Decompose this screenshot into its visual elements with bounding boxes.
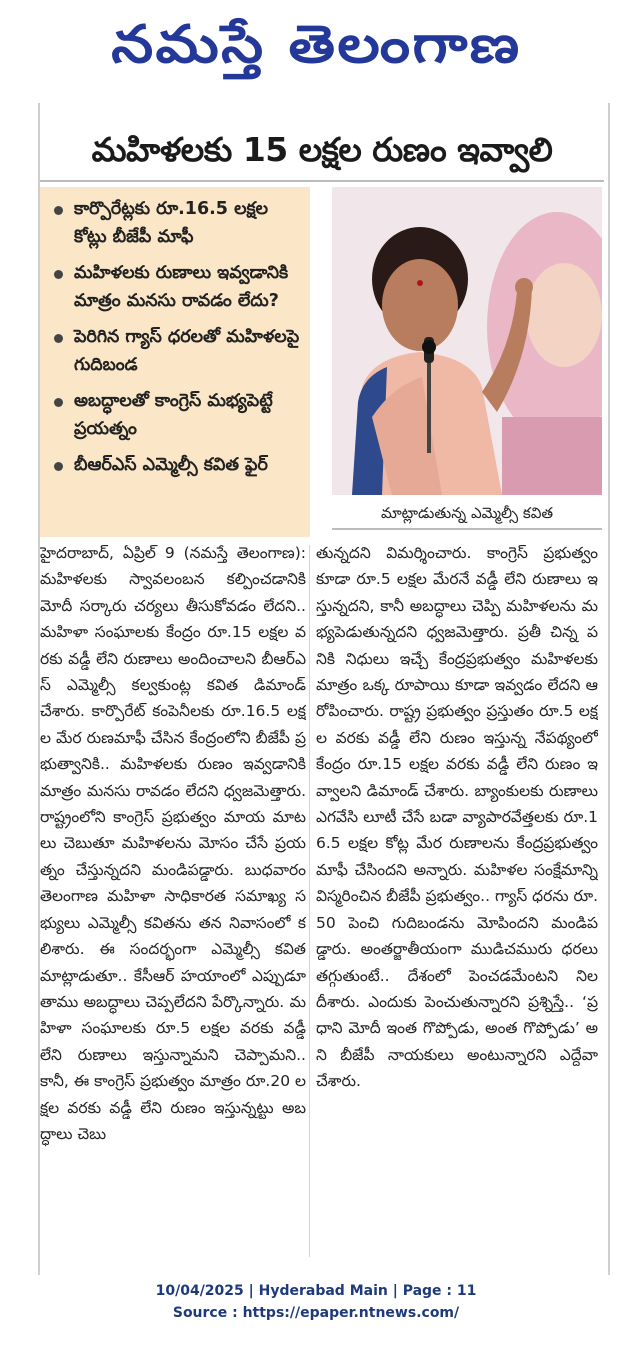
- highlight-text: బీఆర్ఎస్ ఎమ్మెల్సీ కవిత ఫైర్: [74, 455, 268, 475]
- photo-caption: మాట్లాడుతున్న ఎమ్మెల్సీ కవిత: [332, 498, 602, 530]
- bullet-icon: [54, 462, 63, 471]
- newspaper-title: నమస్తే తెలంగాణ: [110, 14, 522, 75]
- article-body-left: హైదరాబాద్, ఏప్రిల్ 9 (నమస్తే తెలంగాణ): మహిళలకు స్వావలంబన కల్పించడానికి మోదీ సర్కారు చర్యలు తీసుకోవడం లేదని.. మహిళా సంఘాలకు కేంద్రం రూ.15 లక్షల వరకు వడ్డీ లేని రుణాలు అందించాలని బీఆర్ఎస్ ఎమ్మెల్సీ కల్వకుంట్ల కవిత డిమాండ్ చేశారు. కార్పొరేట్ కంపెనీలకు రూ.16.5 లక్షల మేర రుణమాఫీ చేసిన కేంద్రంలోని బీజేపీ ప్రభుత్వానికి.. మహిళలకు రుణం ఇవ్వడానికి మాత్రం మనసు రావడం లేదని ధ్వజమెత్తారు. రాష్ట్రంలోని కాంగ్రెస్ ప్రభుత్వం మాయ మాటలు చెబుతూ మహిళలను మోసం చేసే ప్రయత్నం చేస్తున్నదని మండిపడ్డారు. బుధవారం తెలంగాణ మహిళా సాధికారత సమాఖ్య సభ్యులు ఎమ్మెల్సీ కవితను తన నివాసంలో కలిశారు. ఈ సందర్భంగా ఎమ్మెల్సీ కవిత మాట్లాడుతూ.. కేసీఆర్ హయాంలో ఎప్పుడూ తాము అబద్ధాలు చెప్పలేదని పేర్కొన్నారు. మహిళా సంఘాలకు రూ.5 లక్షల వరకు వడ్డీ లేని రుణాలు ఇస్తున్నామని చెప్పామని.. కానీ, ఈ కాంగ్రెస్ ప్రభుత్వం మాత్రం రూ.20 లక్షల వరకు వడ్డీ లేని రుణం ఇస్తున్నట్టు అబద్ధాలు చెబు: [40, 544, 306, 1143]
- highlight-item: [54, 195, 302, 251]
- highlight-item: [54, 387, 302, 443]
- highlight-text: మహిళలకు రుణాలు ఇవ్వడానికి మాత్రం మనసు రావడం లేదు?: [74, 263, 289, 311]
- headline-rule: [40, 180, 604, 182]
- masthead: [0, 0, 632, 92]
- highlight-item: [54, 451, 302, 479]
- highlights-box: [40, 187, 310, 537]
- article-headline: మహిళలకు 15 లక్షల రుణం ఇవ్వాలి: [91, 130, 553, 169]
- highlight-text: కార్పొరేట్లకు రూ.16.5 లక్షల కోట్లు బీజేపీ మాఫీ: [74, 199, 269, 247]
- bullet-icon: [54, 270, 63, 279]
- column-divider: [309, 545, 310, 1257]
- article-photo: [332, 187, 602, 495]
- edition-info: 10/04/2025 | Hyderabad Main | Page : 11: [155, 1283, 477, 1299]
- highlight-text: అబద్ధాలతో కాంగ్రెస్ మభ్యపెట్టే ప్రయత్నం: [74, 391, 273, 439]
- bullet-icon: [54, 334, 63, 343]
- bullet-icon: [54, 398, 63, 407]
- highlight-text: పెరిగిన గ్యాస్ ధరలతో మహిళలపై గుదిబండ: [74, 327, 300, 375]
- page-footer: [0, 1280, 632, 1324]
- article-body-right: తున్నదని విమర్శించారు. కాంగ్రెస్ ప్రభుత్వం కూడా రూ.5 లక్షల మేరనే వడ్డీ లేని రుణాలు ఇస్తున్నదని, కానీ అబద్ధాలు చెప్పి మహిళలను మభ్యపెడుతున్నదని ధ్వజమెత్తారు. ప్రతీ చిన్న పనికి నిధులు ఇచ్చే కేంద్రప్రభుత్వం మహిళలకు మాత్రం ఒక్క రూపాయి కూడా ఇవ్వడం లేదని ఆరోపించారు. రాష్ట్ర ప్రభుత్వం ప్రస్తుతం రూ.5 లక్షల వరకు వడ్డీ లేని రుణం ఇస్తున్న నేపథ్యంలో కేంద్రం రూ.15 లక్షల వరకు వడ్డీ లేని రుణం ఇవ్వాలని డిమాండ్ చేశారు. బ్యాంకులకు రుణాలు ఎగవేసి లూటీ చేసే బడా వ్యాపారవేత్తలకు రూ.16.5 లక్షల కోట్ల మేర రుణాలను కేంద్రప్రభుత్వం మాఫీ చేసిందని అన్నారు. మహిళల సంక్షేమాన్ని విస్మరించిన బీజేపీ ప్రభుత్వం.. గ్యాస్ ధరను రూ.50 పెంచి గుదిబండను మోపిందని మండిపడ్డారు. అంతర్జాతీయంగా ముడిచమురు ధరలు తగ్గుతుంటే.. దేశంలో పెంచడమేంటని నిలదీశారు. ఎందుకు పెంచుతున్నారని ప్రశ్నిస్తే.. ‘ప్రధాని మోదీ ఇంత గొప్పోడు, అంత గొప్పోడు’ అని బీజేపీ నాయకులు అంటున్నారని ఎద్దేవా చేశారు.: [316, 544, 598, 1091]
- highlight-item: [54, 323, 302, 379]
- bullet-icon: [54, 206, 63, 215]
- highlight-item: [54, 259, 302, 315]
- source-link[interactable]: Source : https://epaper.ntnews.com/: [172, 1305, 460, 1321]
